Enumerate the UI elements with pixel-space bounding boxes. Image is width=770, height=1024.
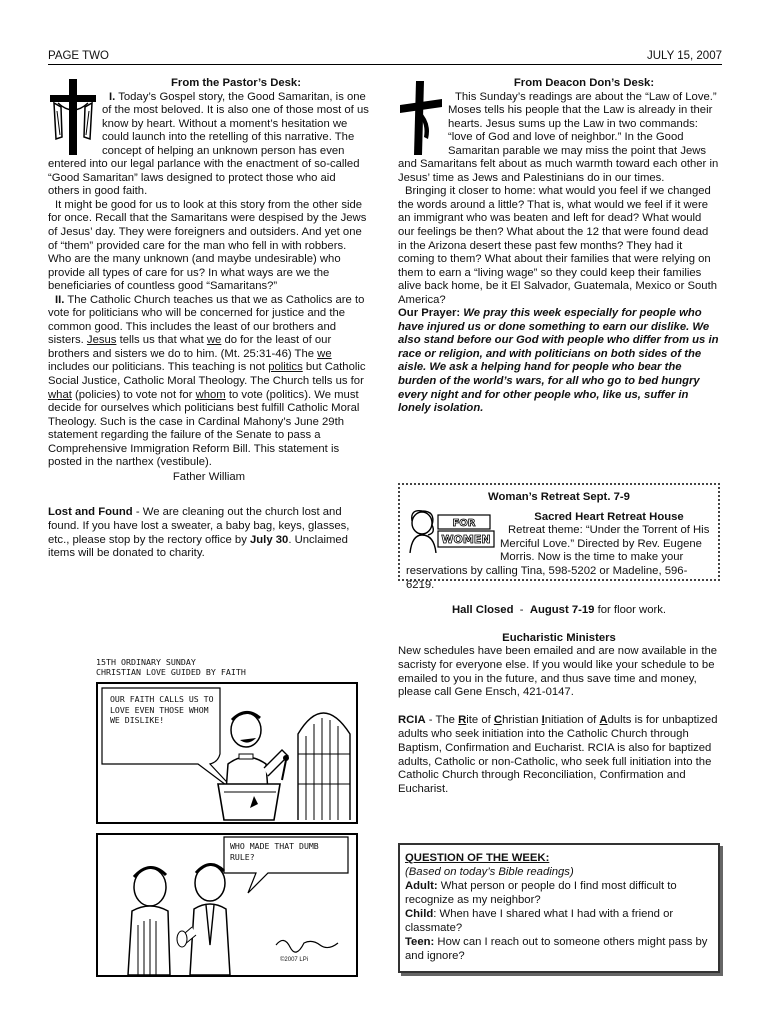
pastor-title: From the Pastor’s Desk: (171, 77, 301, 89)
eucharistic-body: New schedules have been emailed and are now available in the sacristy for everyone else. If you would like your schedule to be emailed to you in the future, and thus save time and money, please call Gene Ensch, 421-0147. (398, 645, 718, 699)
eucharistic-title: Eucharistic Ministers (502, 631, 616, 644)
deacon-paragraph-2: Bringing it closer to home: what would you feel if we changed the words around a little? That is, what would we feel if it were an immigrant who was beaten and left for dead? What would our feelings be then? What about the 12 that were found dead in the Arizona desert these past few months? They had it coming to them? What about their families that were relying on them to earn a “living wage” so they could keep their families alive back home, be it El Salvador, Guatemala, Mexico or South America? (398, 185, 717, 306)
deacon-paragraph-1: This Sunday’s readings are about the “Law of Love.” Moses tells his people that the Law is already in their hearts. Jesus sums up the Law in two commands: “love of God and love of neighbor.” In the Good Samaritan parable we may miss the point that Jews and Samaritans felt about as much warmth toward each other in Jesus’ time as Jews and Palestinians do in our times. (398, 90, 719, 184)
comic-caption: 15TH ORDINARY SUNDAY CHRISTIAN LOVE GUIDED BY FAITH (96, 657, 246, 677)
page-number: PAGE TWO (48, 50, 109, 62)
deacon-title: From Deacon Don’s Desk: (513, 77, 655, 89)
issue-date: JULY 15, 2007 (646, 50, 722, 62)
question-child: Child: When have I shared what I had with a friend or classmate? (405, 908, 674, 934)
question-teen: Teen: How can I reach out to someone others might pass by and ignore? (405, 936, 708, 962)
rcia-text: RCIA - The Rite of Christian Initiation of Adults is for unbaptized adults who seek initiation into the Catholic Church through Baptism, Confirmation and Eucharist. RCIA is also for baptized adults, Catholic or non-Catholic, who seek full initiation into the Catholic Church through Reconciliation, Confirmation and Eucharist. (398, 714, 718, 796)
comic-panel-2 (96, 833, 358, 977)
retreat-body: Retreat theme: “Under the Torrent of His Merciful Love.” Directed by Rev. Eugene Morris. Now is the time to make your reservations by calling Tina, 598-5202 or Madeline, 596-6219. (406, 524, 710, 591)
svg-text:FOR: FOR (452, 517, 476, 529)
pastor-signature: Father William (172, 470, 246, 483)
question-title: QUESTION OF THE WEEK: (405, 852, 550, 864)
women-logo (404, 507, 496, 553)
pastor-paragraph-1: I. Today’s Gospel story, the Good Samaritan, is one of the most beloved. It is also one of those most of us know by heart. Without a moment’s hesitation we could launch into the retelling of this narrative. The concept of helping an unknown person has even entered into our legal parlance with the enactment of so-called “Good Samaritan” laws designed to protect those who aid others in good faith. (48, 90, 369, 198)
lost-and-found: Lost and Found - We are cleaning out the church lost and found. If you have lost a sweater, a baby bag, keys, glasses, etc., please stop by the rectory office by July 30. Unclaimed items will be donated to charity. (48, 506, 350, 560)
comic-panel-1 (96, 682, 358, 824)
cross-icon (398, 77, 444, 157)
comic-credit: ©2007 LPi (280, 957, 309, 963)
page-header (48, 50, 722, 65)
retreat-title-1: Woman’s Retreat Sept. 7-9 (488, 491, 630, 503)
deacon-prayer: Our Prayer: We pray this week especially for people who have injured us or done something to earn our dislike. We also stand before our God with people who differ from us in race or religion, and with politicians on both sides of the aisle. We ask a helping hand for people who bear the burden of the world’s wars, for all who go to bed hungry every night and for other people who, like us, suffer in lonely isolation. (398, 307, 719, 415)
cross-cloth-icon (48, 77, 98, 157)
pastor-paragraph-2: It might be good for us to look at this story from the other side for once. Recall that the Samaritans were despised by the Jews of Jesus’ day. They were foreigners and outsiders. And yet one of “them” provided care for the man who fell in with robbers. Who are the many unknown (and maybe undesirable) who provide all types of care for us? In what ways are we the beneficiaries of countless good “Samaritans?” (48, 198, 367, 293)
speech-bubble-1: OUR FAITH CALLS US TO LOVE EVEN THOSE WHOM WE DISLIKE! (110, 694, 214, 725)
question-adult: Adult: What person or people do I find most difficult to recognize as my neighbor? (405, 880, 677, 906)
notices (398, 604, 720, 797)
svg-text:WOMEN: WOMEN (441, 532, 491, 546)
retreat-title-2: Sacred Heart Retreat House (534, 510, 684, 523)
speech-bubble-2: WHO MADE THAT DUMB RULE? (230, 841, 319, 862)
question-box (398, 843, 720, 973)
left-column (48, 77, 370, 561)
pastor-paragraph-3: II. The Catholic Church teaches us that we as Catholics are to vote for politicians who will be concerned for justice and the common good. This includes the least of our brothers and sisters. Jesus tells us that what we do for the least of our brothers and sisters we do to him. (Mt. 25:31-46) The we includes our politicians. This teaching is not politics but Catholic Social Justice, Catholic Moral Theology. The Church tells us for what (policies) to vote not for whom to vote (politics). We must decide for ourselves which politicians best fulfill Catholic Moral Theology. Such is the case in Cardinal Mahony’s June 29th statement regarding the failure of the Senate to pass a Comprehensive Immigration Reform Bill. This statement is posted in the narthex (vestibule). (48, 293, 366, 469)
retreat-box (398, 483, 720, 591)
hall-closed: Hall Closed - August 7-19 for floor work. (451, 604, 667, 616)
question-subtitle: (Based on today’s Bible readings) (405, 866, 574, 878)
comic-strip (96, 657, 358, 977)
right-column (398, 77, 720, 416)
